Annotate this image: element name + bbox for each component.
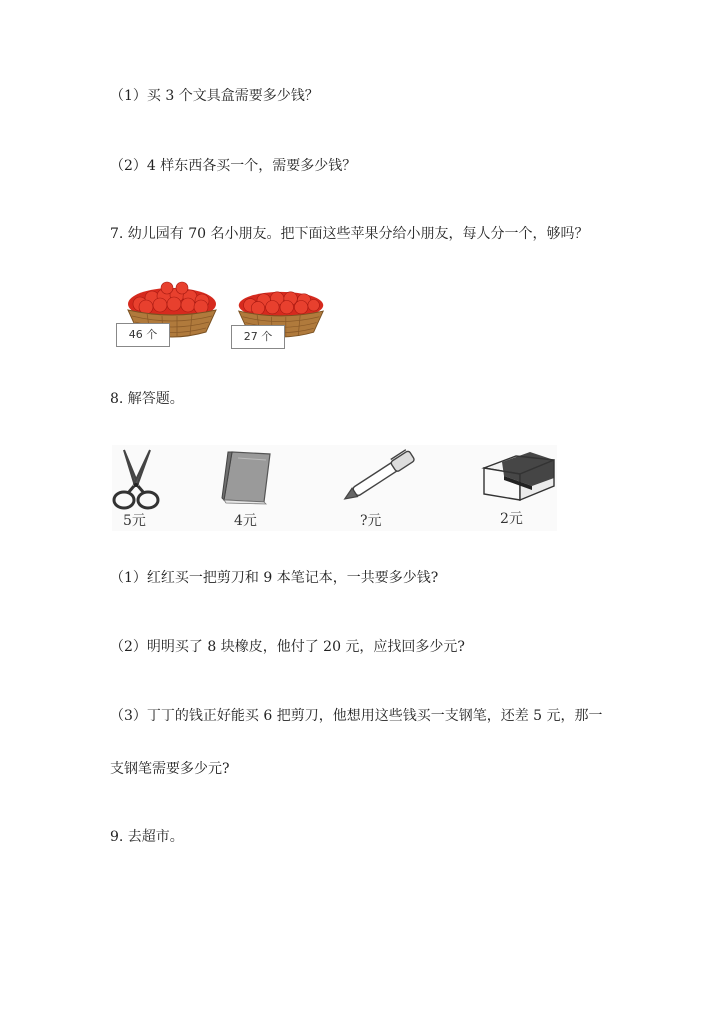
q6-sub1: （1）买 3 个文具盒需要多少钱？ (110, 88, 319, 104)
notebook-item (218, 448, 278, 512)
scissors-price: 5元 (123, 513, 146, 529)
basket-2-label: 27 个 (231, 325, 285, 349)
eraser-icon (480, 446, 560, 502)
notebook-price: 4元 (234, 513, 257, 529)
q8-sub1: （1）红红买一把剪刀和 9 本笔记本，一共要多少钱? (110, 570, 439, 586)
eraser-price: 2元 (500, 511, 523, 527)
q8-sub3-line2: 支钢笔需要多少元? (110, 761, 230, 777)
eraser-item (480, 446, 560, 506)
q7-text: 7. 幼儿园有 70 名小朋友。把下面这些苹果分给小朋友，每人分一个，够吗？ (110, 226, 589, 242)
q8-sub2: （2）明明买了 8 块橡皮，他付了 20 元，应找回多少元? (110, 639, 465, 655)
q8-sub3-line1: （3）丁丁的钱正好能买 6 把剪刀，他想用这些钱买一支钢笔，还差 5 元，那一 (110, 708, 603, 724)
q8-title: 8. 解答题。 (110, 391, 184, 407)
scissors-item (110, 448, 160, 516)
pen-item (338, 446, 422, 510)
basket-1-label: 46 个 (116, 323, 170, 347)
q9-title: 9. 去超市。 (110, 829, 184, 845)
pen-icon (338, 446, 422, 506)
notebook-icon (218, 448, 278, 508)
scissors-icon (110, 448, 160, 512)
pen-price: ?元 (360, 513, 382, 529)
q6-sub2: （2）4 样东西各买一个，需要多少钱？ (110, 158, 357, 174)
